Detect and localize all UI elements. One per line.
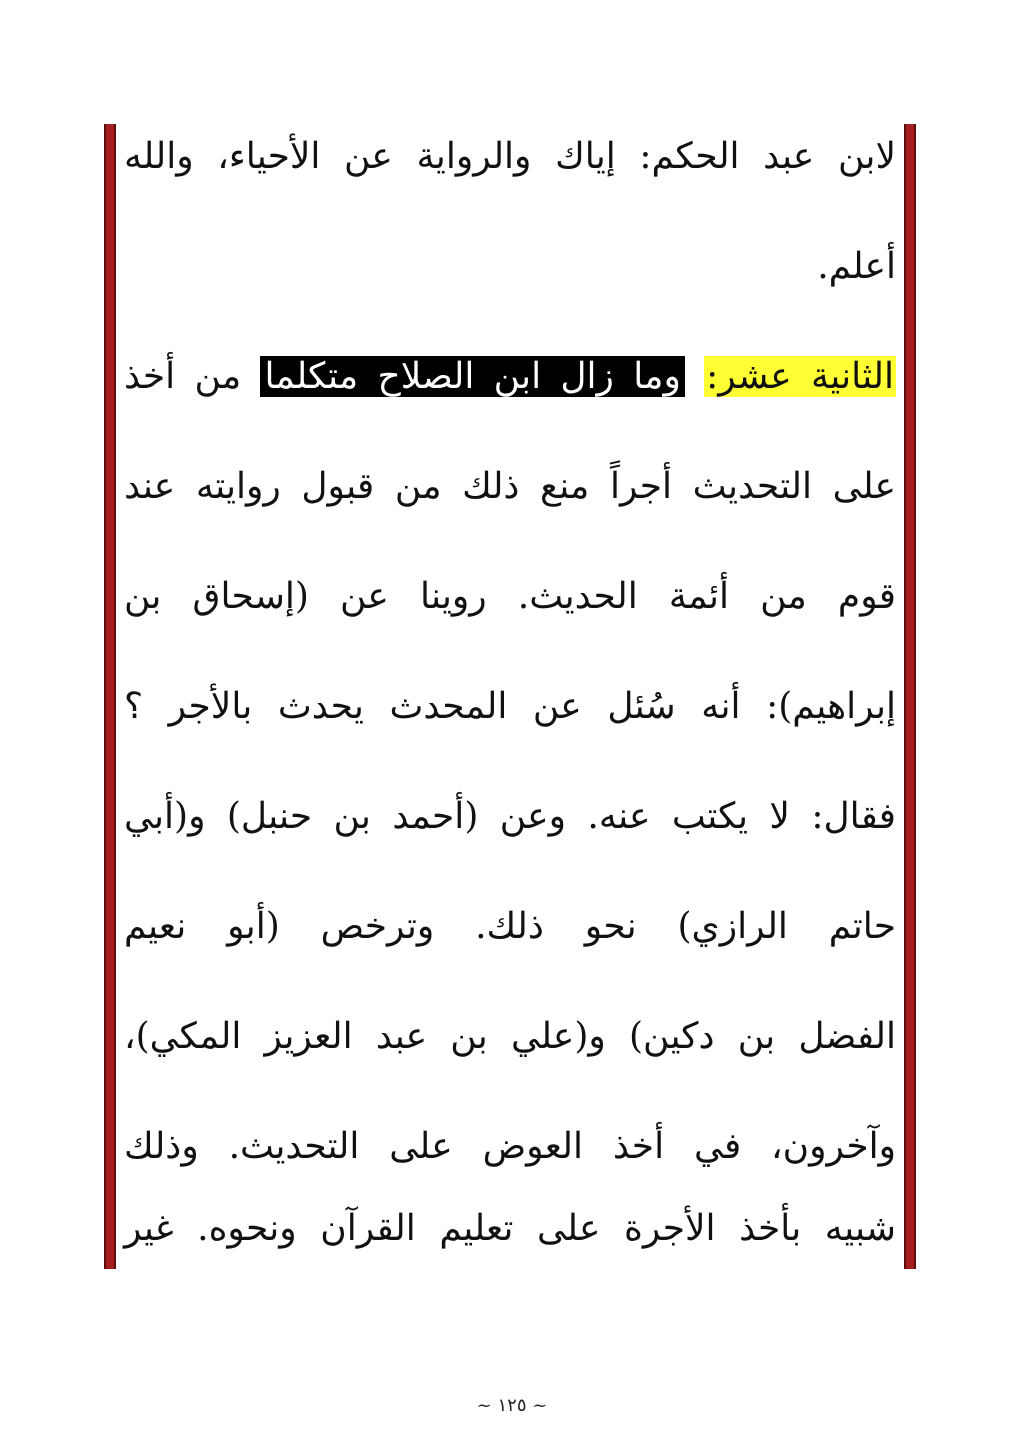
page-frame <box>100 124 920 1269</box>
text-line-7: فقال: لا يكتب عنه. وعن (أحمد بن حنبل) و(أبي <box>124 796 896 837</box>
text-area <box>124 124 896 1269</box>
text-line-9: الفضل بن دكين) و(علي بن عبد العزيز المكي)، <box>124 1016 896 1057</box>
heading-rest: من أخذ <box>124 356 242 397</box>
heading-line <box>124 352 896 402</box>
highlighted-phrase: وما زال ابن الصلاح متكلما <box>260 356 684 397</box>
right-border-bar <box>904 124 916 1269</box>
text-line-8: حاتم الرازي) نحو ذلك. وترخص (أبو نعيم <box>124 906 896 947</box>
text-line-2: أعلم. <box>817 246 896 287</box>
text-line-1: لابن عبد الحكم: إياك والرواية عن الأحياء، والله <box>124 136 896 177</box>
text-line-5: قوم من أئمة الحديث. روينا عن (إسحاق بن <box>124 576 896 617</box>
text-line-10: وآخرون، في أخذ العوض على التحديث. وذلك <box>124 1126 896 1167</box>
text-line-6: إبراهيم): أنه سُئل عن المحدث يحدث بالأجر ؟ <box>124 686 896 727</box>
page-number: ~ ١٢٥ ~ <box>476 1395 548 1416</box>
text-line-11: شبيه بأخذ الأجرة على تعليم القرآن ونحوه. غير <box>124 1208 896 1249</box>
text-line-4: على التحديث أجراً منع ذلك من قبول روايته عند <box>124 466 896 507</box>
section-label: الثانية عشر: <box>706 356 894 397</box>
left-border-bar <box>104 124 116 1269</box>
